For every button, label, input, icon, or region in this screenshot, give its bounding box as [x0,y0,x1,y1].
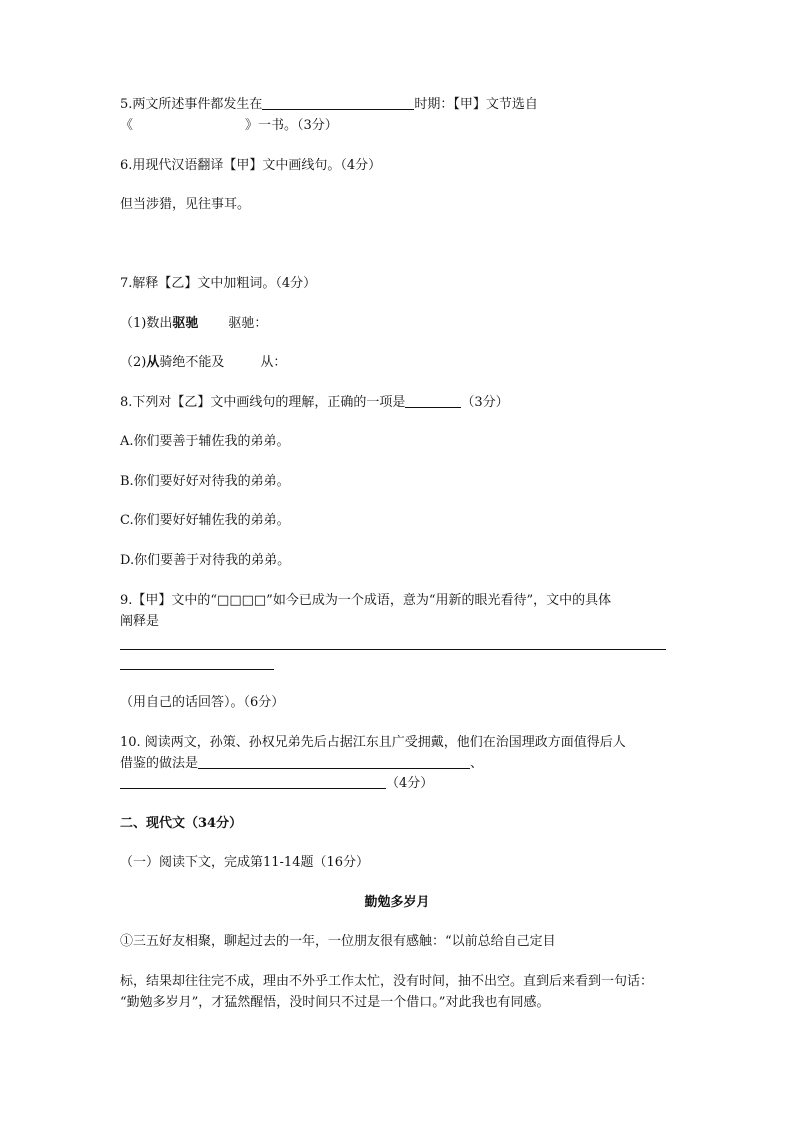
q8-prompt: 8.下列对【乙】文中画线句的理解，正确的一项是 [120,395,406,410]
q10-line1: 10. 阅读两文，孙策、孙权兄弟先后占据江东且广受拥戴，他们在治国理政方面值得后人 [120,735,626,750]
article-para2-line2: “勤勉多岁月”，才猛然醒悟，没时间只不过是一个借口。”对此我也有同感。 [120,995,550,1010]
q7-item2 [120,354,286,372]
q6-prompt: 6.用现代汉语翻译【甲】文中画线句。（4分） [120,158,382,173]
section2-heading: 二、现代文（34分） [120,816,243,831]
q10-sep: 、 [470,756,484,771]
q6-sentence: 但当涉猎，见往事耳。 [120,197,251,212]
q7-prompt: 7.解释【乙】文中加粗词。（4分） [120,276,317,291]
q5-mid: 时期：【甲】文节选自 [414,97,538,112]
q10-line3 [120,775,433,793]
q8-option-b: B.你们要好好对待我的弟弟。 [120,474,290,489]
q9-answer-line-2[interactable] [120,669,274,670]
q7-item2-pre: （2) [120,355,147,370]
q7-item2-bold-word: 从 [146,355,160,370]
q10-answer-blank-1[interactable] [198,755,470,769]
q7-item1-bold-word: 驱驰 [172,316,199,331]
q7-item1-pre: （1)数出 [120,316,173,331]
q8-option-a: A.你们要善于辅佐我的弟弟。 [120,434,290,449]
q8-score: （3分） [461,395,509,410]
q8-answer-blank[interactable] [405,394,461,408]
q8-option-d: D.你们要善于对待我的弟弟。 [120,553,291,568]
section2-subheading: （一）阅读下文，完成第11-14题（16分） [120,855,370,870]
q7-item2-post: 骑绝不能及 [159,355,225,370]
q9-line1: 9.【甲】文中的“□□□□”如今已成为一个成语，意为“用新的眼光看待”，文中的具体 [120,593,612,608]
q5-open: 《 [120,118,134,133]
q10-line2-pre: 借鉴的做法是 [120,756,199,771]
q9-answer-line-1[interactable] [120,649,666,650]
q5-pre: 5.两文所述事件都发生在 [120,97,263,112]
q10-answer-blank-2[interactable] [120,775,386,789]
q10-line2 [120,755,483,773]
q9-line2: 阐释是 [120,614,160,629]
q8-prompt-line [120,394,509,412]
article-para2-line1: 标，结果却往往完不成，理由不外乎工作太忙，没有时间，抽不出空。直到后来看到一句话： [120,974,654,989]
q5-line1 [120,96,538,114]
q7-item1 [120,315,267,333]
q5-blank-period[interactable] [262,96,414,110]
q7-item2-label: 从： [260,355,287,370]
article-title: 勤勉多岁月 [364,895,430,910]
q7-item1-label: 驱驰： [228,316,268,331]
q5-line2 [120,117,338,135]
q8-option-c: C.你们要好好辅佐我的弟弟。 [120,513,290,528]
q5-close: 》一书。（3分） [245,118,338,133]
q10-score: （4分） [386,776,434,791]
article-para1: ①三五好友相聚，聊起过去的一年，一位朋友很有感触：“以前总给自己定目 [120,934,556,949]
q9-tail: （用自己的话回答）。（6分） [120,695,285,710]
